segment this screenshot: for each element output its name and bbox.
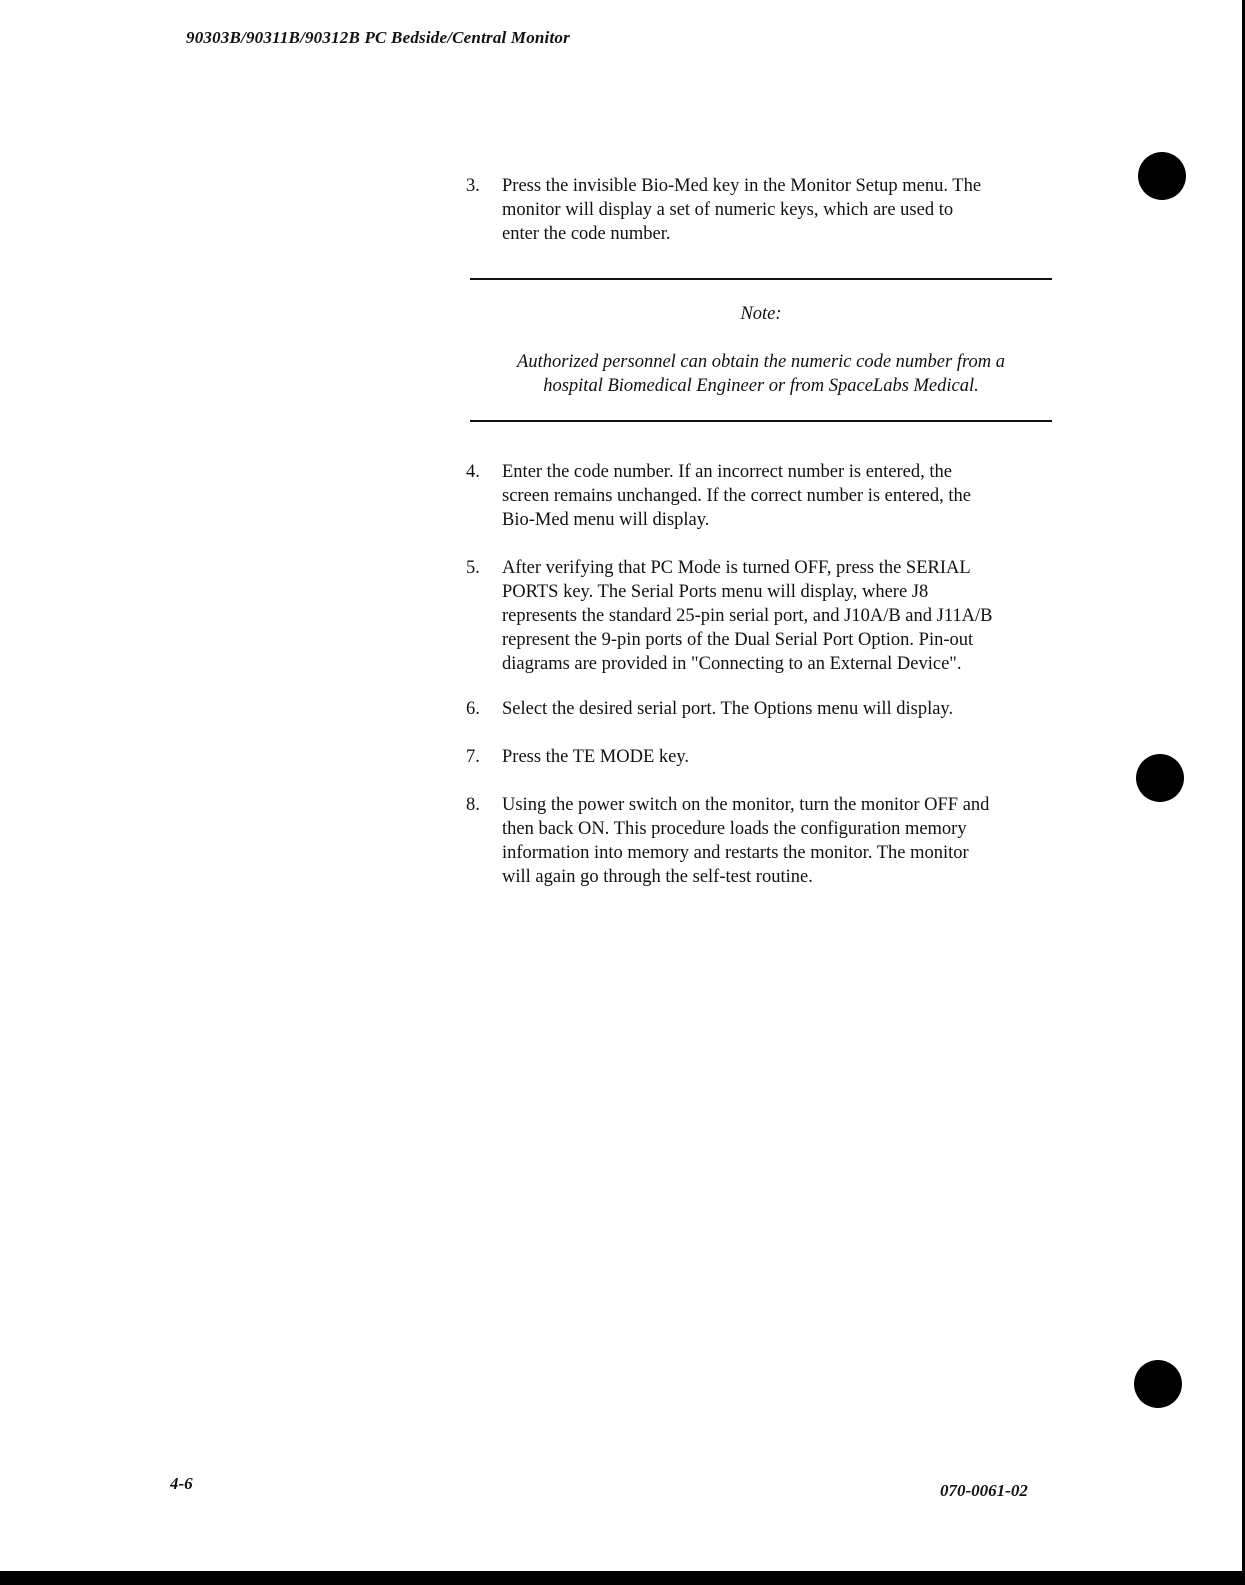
note-line: Authorized personnel can obtain the numeric code number from a: [517, 352, 1005, 372]
step-line: then back ON. This procedure loads the configuration memory: [502, 819, 967, 839]
punch-hole-middle: [1136, 754, 1184, 802]
step-line: Using the power switch on the monitor, turn the monitor OFF and: [502, 795, 990, 815]
step-text: [502, 174, 981, 246]
step-number: 8.: [466, 795, 480, 815]
step-line: After verifying that PC Mode is turned OFF, press the SERIAL: [502, 558, 971, 578]
step-line: diagrams are provided in "Connecting to an External Device".: [502, 654, 962, 674]
note-bottom-rule: [470, 420, 1052, 422]
scan-edge-bottom: [0, 1571, 1245, 1585]
punch-hole-bottom: [1134, 1360, 1182, 1408]
step-line: Enter the code number. If an incorrect number is entered, the: [502, 462, 952, 482]
step-line: screen remains unchanged. If the correct number is entered, the: [502, 486, 971, 506]
page-header: 90303B/90311B/90312B PC Bedside/Central Monitor: [186, 28, 570, 47]
step-line: Bio-Med menu will display.: [502, 510, 710, 530]
step-line: represents the standard 25-pin serial port, and J10A/B and J11A/B: [502, 606, 993, 626]
punch-hole-top: [1138, 152, 1186, 200]
step-line: Press the TE MODE key.: [502, 747, 690, 767]
step-text: [502, 793, 989, 889]
step-number: 4.: [466, 462, 480, 482]
step-line: enter the code number.: [502, 224, 671, 244]
step-line: Press the invisible Bio-Med key in the Monitor Setup menu. The: [502, 176, 982, 196]
note-body: [470, 350, 1052, 398]
note-line: hospital Biomedical Engineer or from SpaceLabs Medical.: [543, 376, 979, 396]
step-line: Select the desired serial port. The Options menu will display.: [502, 699, 954, 719]
step-number: 7.: [466, 747, 480, 767]
step-line: will again go through the self-test routine.: [502, 867, 813, 887]
step-line: PORTS key. The Serial Ports menu will display, where J8: [502, 582, 929, 602]
note-top-rule: [470, 278, 1052, 280]
step-line: monitor will display a set of numeric keys, which are used to: [502, 200, 954, 220]
step-text: [502, 697, 953, 721]
step-text: [502, 745, 689, 769]
step-line: represent the 9-pin ports of the Dual Serial Port Option. Pin-out: [502, 630, 974, 650]
page-number: 4-6: [170, 1474, 193, 1493]
note-label: Note:: [740, 304, 782, 324]
step-text: [502, 460, 971, 532]
step-number: 5.: [466, 558, 480, 578]
step-number: 6.: [466, 699, 480, 719]
step-number: 3.: [466, 176, 480, 196]
step-line: information into memory and restarts the monitor. The monitor: [502, 843, 969, 863]
step-text: [502, 556, 993, 676]
document-number: 070-0061-02: [940, 1481, 1028, 1500]
